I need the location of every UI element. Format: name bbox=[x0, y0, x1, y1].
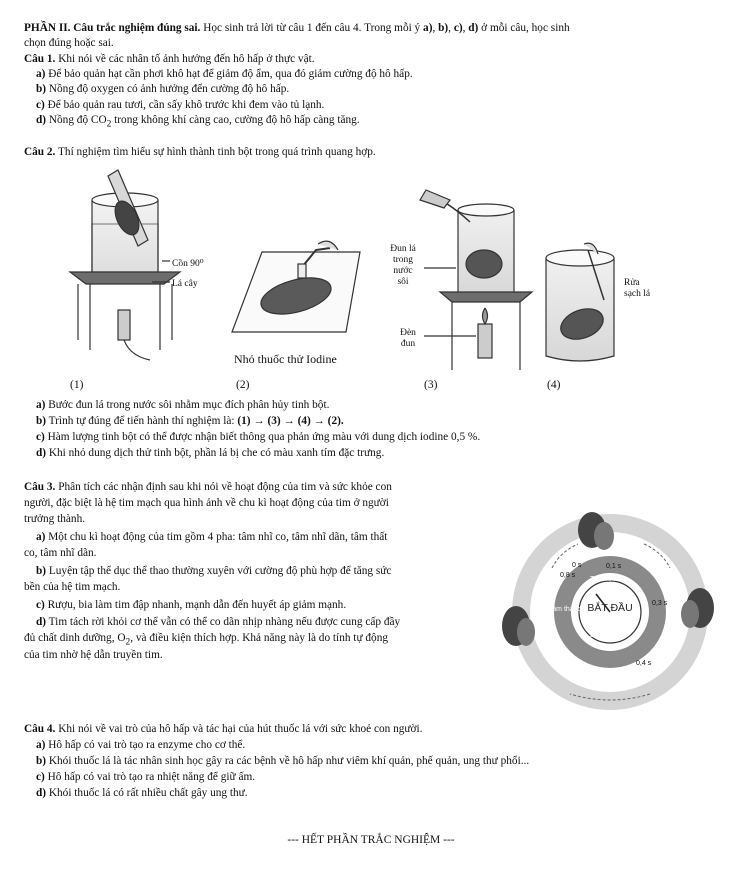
q4-option-c: c) Hô hấp có vai trò tạo ra nhiệt năng để giữ ấm. bbox=[36, 771, 256, 783]
cycle-time-0: 0 s bbox=[572, 562, 582, 569]
step-number-4: (4) bbox=[547, 379, 561, 391]
q2-option-c: c) Hàm lượng tinh bột có thể được nhận biết thông qua phản ứng màu với dung dịch iodine 0,5 %. bbox=[36, 431, 481, 443]
question-3-stem-2: người, đặc biệt là hệ tim mạch qua hình ảnh về chu kì hoạt động của tim ở người bbox=[24, 497, 389, 509]
question-4-stem: Câu 4. Khi nói về vai trò của hô hấp và tác hại của hút thuốc lá với sức khoẻ con người. bbox=[24, 723, 423, 735]
step-number-3: (3) bbox=[424, 379, 438, 391]
q1-option-a: a) Để bảo quản hạt cần phơi khô hạt để giảm độ ẩm, qua đó giảm cường độ hô hấp. bbox=[36, 68, 413, 80]
cycle-start-label: BẮT ĐẦU bbox=[587, 602, 633, 614]
q2-option-a: a) Bước đun lá trong nước sôi nhằm mục đích phân hủy tinh bột. bbox=[36, 399, 330, 411]
cycle-time-08: 0,8 s bbox=[560, 572, 576, 579]
question-2-stem: Câu 2. Thí nghiệm tìm hiểu sự hình thành tinh bột trong quá trình quang hợp. bbox=[24, 146, 376, 158]
question-1-stem: Câu 1. Khi nói về các nhân tố ảnh hưởng đến hô hấp ở thực vật. bbox=[24, 53, 315, 65]
part-instruction-cont: chọn đúng hoặc sai. bbox=[24, 37, 114, 49]
question-3-stem: Câu 3. Phân tích các nhận định sau khi nói về hoạt động của tim và sức khỏe con bbox=[24, 481, 392, 493]
label-rinse: Rửa sạch lá bbox=[624, 278, 651, 299]
q3-option-a-cont: co, tâm nhĩ dãn. bbox=[24, 547, 97, 559]
q2-option-b: b) Trình tự đúng để tiến hành thí nghiệm là: (1) → (3) → (4) → (2). bbox=[36, 415, 344, 427]
q3-option-b: b) Luyện tập thể dục thể thao thường xuyên với cường độ phù hợp để tăng sức bbox=[36, 565, 392, 577]
q1-option-c: c) Để bảo quản rau tươi, cần sấy khô trước khi đem vào tủ lạnh. bbox=[36, 99, 325, 111]
q4-option-a: a) Hô hấp có vai trò tạo ra enzyme cho cơ thể. bbox=[36, 739, 246, 751]
label-alcohol: Cồn 90⁰ bbox=[172, 259, 204, 269]
step-1-beaker-icon bbox=[70, 170, 180, 360]
q3-option-d-cont: đủ chất dinh dưỡng, $O_2$, và điều kiện thích hợp. Khả năng này là do tính tự động bbox=[24, 632, 388, 648]
cycle-time-03: 0,3 s bbox=[652, 600, 668, 607]
step-number-1: (1) bbox=[70, 379, 84, 391]
label-leaf: Lá cây bbox=[172, 279, 198, 289]
label-lamp: Đèn đun bbox=[400, 328, 416, 349]
q1-option-d: d) Nồng độ $CO_2$ trong không khí càng cao, cường độ hô hấp càng tăng. bbox=[36, 114, 360, 130]
step-number-2: (2) bbox=[236, 379, 250, 391]
q3-option-d: d) Tim tách rời khỏi cơ thể vẫn có thể co dãn nhịp nhàng nếu được cung cấp đầy bbox=[36, 616, 401, 628]
q4-option-b: b) Khói thuốc lá là tác nhân sinh học gây ra các bệnh về hô hấp như viêm khí quản, phế quản, ung thư phổi... bbox=[36, 755, 530, 767]
cycle-ventricles-label: Tâm thất co bbox=[548, 606, 585, 613]
step-4-rinse-icon bbox=[546, 243, 614, 361]
q3-option-c: c) Rượu, bia làm tim đập nhanh, mạnh dẫn đến huyết áp giảm mạnh. bbox=[36, 599, 347, 611]
cycle-relax-label: Dãn chung bbox=[590, 632, 624, 639]
q3-option-a: a) Một chu kì hoạt động của tim gồm 4 pha: tâm nhĩ co, tâm nhĩ dãn, tâm thất bbox=[36, 531, 388, 543]
end-of-section-footer: --- HẾT PHẦN TRẮC NGHIỆM --- bbox=[287, 834, 455, 846]
question-3-stem-3: trưởng thành. bbox=[24, 513, 86, 525]
cycle-time-04: 0,4 s bbox=[636, 660, 652, 667]
label-boil: Đun lá trong nước sôi bbox=[390, 244, 416, 287]
q3-option-b-cont: bền của hệ tim mạch. bbox=[24, 581, 121, 593]
q2-option-d: d) Khi nhỏ dung dịch thử tinh bột, phần lá bị che có màu xanh tím đặc trưng. bbox=[36, 447, 385, 459]
q3-option-d-cont-2: của tim nhờ hệ dẫn truyền tim. bbox=[24, 649, 163, 661]
step-2-iodine-icon bbox=[232, 241, 360, 332]
cycle-atria-label: Tâm nhĩ co bbox=[590, 576, 626, 583]
q4-option-d: d) Khói thuốc lá có rất nhiều chất gây ung thư. bbox=[36, 787, 248, 799]
part-title: PHẦN II. Câu trắc nghiệm đúng sai. bbox=[24, 22, 201, 34]
label-iodine: Nhỏ thuốc thử Iodine bbox=[234, 352, 337, 366]
step-3-boil-icon bbox=[420, 190, 532, 370]
cycle-time-01: 0,1 s bbox=[606, 563, 622, 570]
part-instruction: PHẦN II. Câu trắc nghiệm đúng sai. Học sinh trả lời từ câu 1 đến câu 4. Trong mỗi ý a), b), c), d) ở mỗi câu, học sinh bbox=[24, 22, 570, 34]
q1-option-b: b) Nồng độ oxygen có ảnh hưởng đến cường độ hô hấp. bbox=[36, 83, 290, 95]
